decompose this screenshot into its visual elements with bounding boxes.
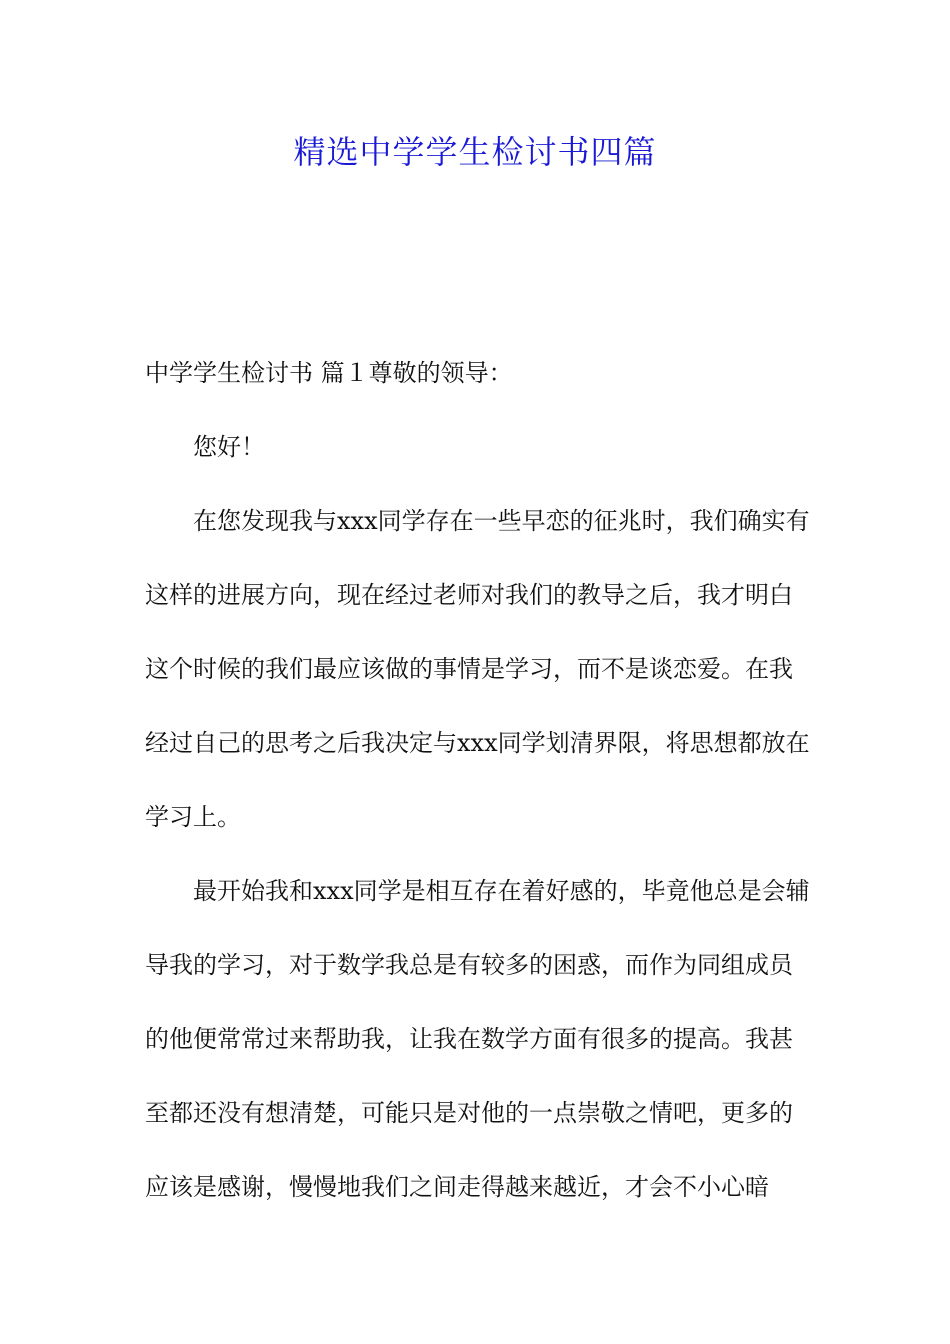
document-body (145, 336, 810, 1224)
document-title: 精选中学学生检讨书四篇 (293, 133, 657, 171)
greeting-paragraph: 您好！ (193, 433, 265, 461)
body-paragraph-1: 在您发现我与xxx同学存在一些早恋的征兆时，我们确实有这样的进展方向，现在经过老师对我们的教导之后，我才明白这个时候的我们最应该做的事情是学习，而不是谈恋爱。在我经过自己的思考之后我决定与xxx同学划清界限，将思想都放在学习上。 (145, 507, 810, 831)
body-paragraph-2: 最开始我和xxx同学是相互存在着好感的，毕竟他总是会辅导我的学习，对于数学我总是有较多的困惑，而作为同组成员的他便常常过来帮助我，让我在数学方面有很多的提高。我甚至都还没有想清楚，可能只是对他的一点崇敬之情吧，更多的应该是感谢，慢慢地我们之间走得越来越近，才会不小心暗 (145, 877, 810, 1201)
heading-line: 中学学生检讨书 篇１尊敬的领导： (145, 359, 513, 387)
